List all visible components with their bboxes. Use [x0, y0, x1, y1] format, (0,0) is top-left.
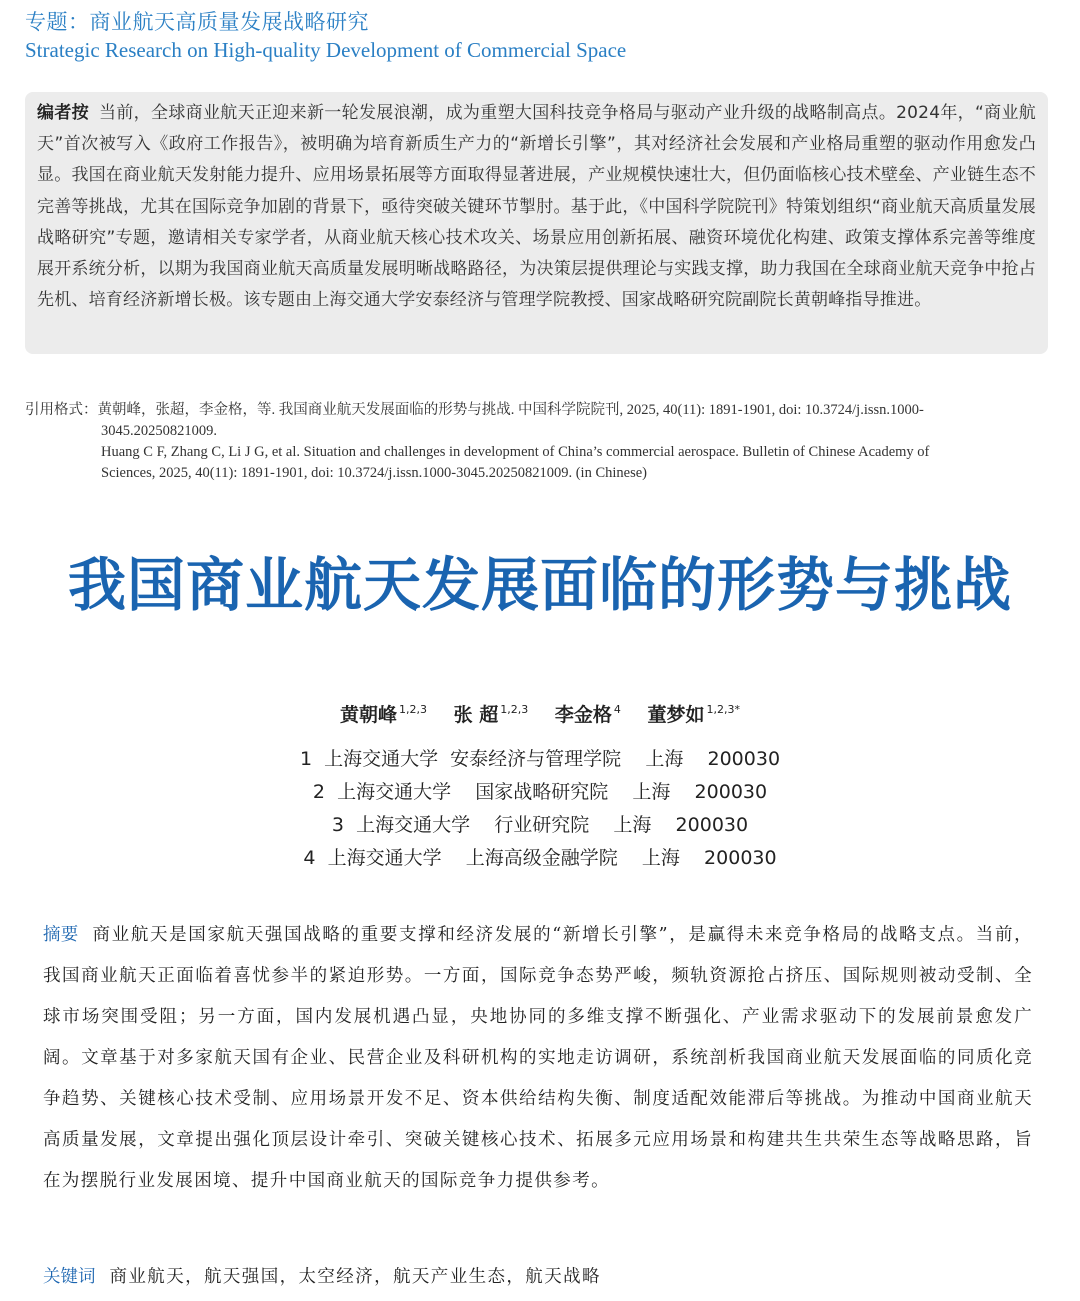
- series-title-en: Strategic Research on High-quality Development of Commercial Space: [25, 38, 627, 62]
- citation-line-1: 引用格式：黄朝峰，张超，李金格，等. 我国商业航天发展面临的形势与挑战. 中国科学院院刊, 2025, 40(11): 1891-1901, doi: 10.3724/j.issn.1000-: [25, 402, 924, 418]
- affiliation-list: [0, 743, 1080, 875]
- keywords: [43, 1263, 1033, 1288]
- author: [555, 704, 621, 726]
- author-affil-sup: 1,2,3*: [706, 703, 741, 716]
- editor-note-text: 当前，全球商业航天正迎来新一轮发展浪潮，成为重塑大国科技竞争格局与驱动产业升级的战略制高点。2024年，“商业航天”首次被写入《政府工作报告》，被明确为培育新质生产力的“新增长引擎”，其对经济社会发展和产业格局重塑的驱动作用愈发凸显。我国在商业航天发射能力提升、应用场景拓展等方面取得显著进展，产业规模快速壮大，但仍面临核心技术壁垒、产业链生态不完善等挑战，尤其在国际竞争加剧的背景下，亟待突破关键环节掣肘。基于此，《中国科学院院刊》特策划组织“商业航天高质量发展战略研究”专题，邀请相关专家学者，从商业航天核心技术攻关、场景应用创新拓展、融资环境优化构建、政策支撑体系完善等维度展开系统分析，以期为我国商业航天高质量发展明晰战略路径，为决策层提供理论与实践支撑，助力我国在全球商业航天竞争中抢占先机、培育经济新增长极。该专题由上海交通大学安泰经济与管理学院教授、国家战略研究院副院长黄朝峰指导推进。: [37, 103, 1036, 311]
- citation-line-3: Huang C F, Zhang C, Li J G, et al. Situation and challenges in development of China’s commercial aerospace. Bulletin of Chinese Academy of: [101, 444, 930, 460]
- keywords-label: 关键词: [43, 1267, 96, 1287]
- author-affil-sup: 4: [613, 703, 621, 716]
- editor-note-label: 编者按: [37, 103, 89, 123]
- affiliation: 4 上海交通大学 上海高级金融学院 上海 200030: [303, 847, 777, 869]
- author-affil-sup: 1,2,3: [398, 703, 427, 716]
- affiliation: 1 上海交通大学 安泰经济与管理学院 上海 200030: [299, 748, 781, 770]
- abstract: [43, 915, 1033, 1202]
- affiliation: 2 上海交通大学 国家战略研究院 上海 200030: [312, 781, 768, 803]
- article-title: 我国商业航天发展面临的形势与挑战: [67, 551, 1012, 619]
- author-name: 张 超: [453, 704, 499, 726]
- abstract-label: 摘要: [43, 925, 79, 945]
- keywords-text: 商业航天，航天强国，太空经济，航天产业生态，航天战略: [109, 1267, 601, 1287]
- editor-note: [37, 98, 1036, 316]
- affiliation: 3 上海交通大学 行业研究院 上海 200030: [331, 814, 749, 836]
- author-list: [0, 700, 1080, 727]
- author: [454, 704, 529, 726]
- abstract-text: 商业航天是国家航天强国战略的重要支撑和经济发展的“新增长引擎”，是赢得未来竞争格局的战略支点。当前，我国商业航天正面临着喜忧参半的紧迫形势。一方面，国际竞争态势严峻，频轨资源抢占挤压、国际规则被动受制、全球市场突围受阻；另一方面，国内发展机遇凸显，央地协同的多维支撑不断强化、产业需求驱动下的发展前景愈发广阔。文章基于对多家航天国有企业、民营企业及科研机构的实地走访调研，系统剖析我国商业航天发展面临的同质化竞争趋势、关键核心技术受制、应用场景开发不足、资本供给结构失衡、制度适配效能滞后等挑战。为推动中国商业航天高质量发展，文章提出强化顶层设计牵引、突破关键核心技术、拓展多元应用场景和构建共生共荣生态等战略思路，旨在为摆脱行业发展困境、提升中国商业航天的国际竞争力提供参考。: [43, 925, 1034, 1191]
- author-name: 黄朝峰: [339, 704, 397, 726]
- citation-line-2: 3045.20250821009.: [101, 423, 217, 439]
- author-affil-sup: 1,2,3: [500, 703, 529, 716]
- author-name: 李金格: [554, 704, 612, 726]
- citation-block: [25, 400, 1050, 484]
- editor-note-box: [25, 92, 1048, 354]
- author-name: 董梦如: [647, 704, 705, 726]
- series-title-zh: 专题：商业航天高质量发展战略研究: [25, 10, 369, 34]
- citation-line-4: Sciences, 2025, 40(11): 1891-1901, doi: 10.3724/j.issn.1000-3045.20250821009. (in Chinese): [101, 465, 647, 481]
- author: [340, 704, 427, 726]
- author: [648, 704, 741, 726]
